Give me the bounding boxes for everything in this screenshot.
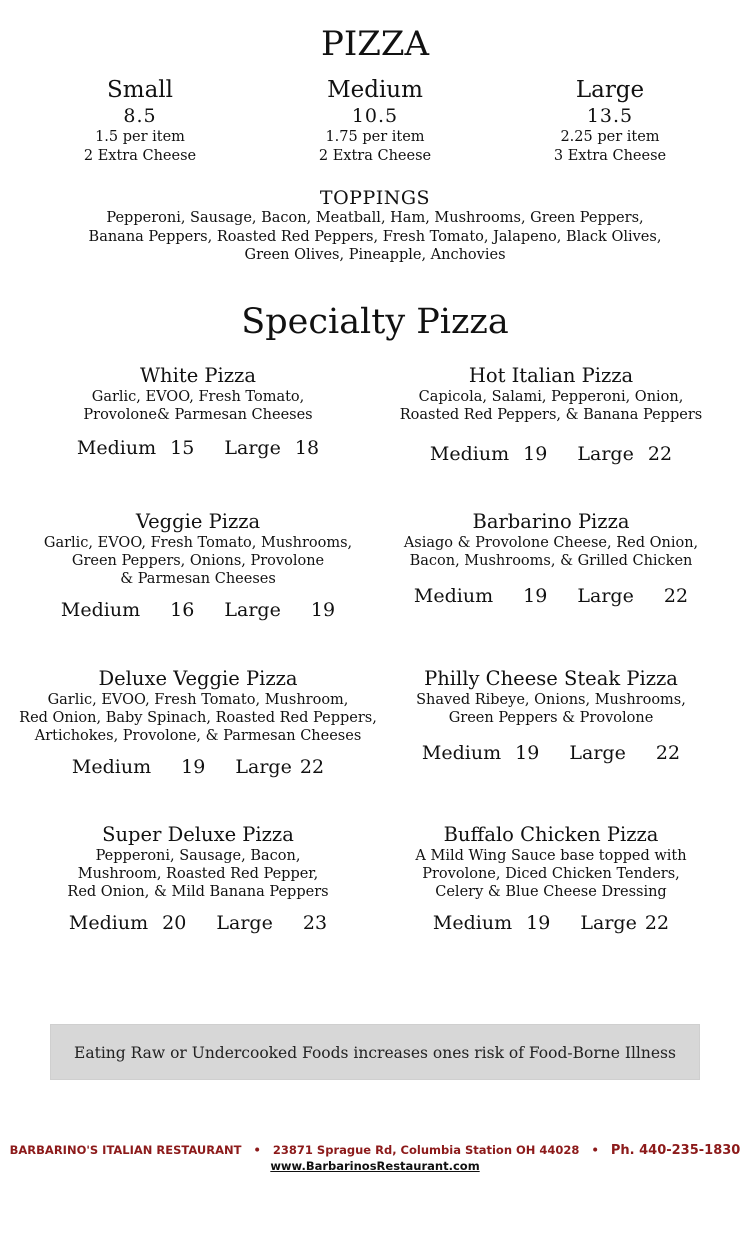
- size-per-item: 2.25 per item: [560, 129, 660, 145]
- footer-contact: [0, 1143, 750, 1158]
- pizza-prices: [366, 741, 736, 765]
- medium-label: Medium: [68, 912, 149, 934]
- large-label: Large: [216, 912, 273, 934]
- pizza-desc-line: & Parmesan Cheeses: [120, 571, 276, 587]
- medium-price: 19: [523, 443, 548, 465]
- medium-label: Medium: [421, 742, 502, 764]
- pizza-philly-cheese-steak: [366, 667, 736, 765]
- medium-label: Medium: [76, 437, 157, 459]
- pizza-buffalo-chicken: [366, 823, 736, 935]
- size-name: Large: [575, 77, 645, 103]
- large-label: Large: [224, 599, 281, 621]
- pizza-desc-line: Garlic, EVOO, Fresh Tomato,: [91, 389, 305, 405]
- size-medium: [275, 76, 475, 166]
- large-label: Large: [235, 756, 292, 778]
- pizza-desc-line: Shaved Ribeye, Onions, Mushrooms,: [416, 692, 686, 708]
- large-label: Large: [580, 912, 637, 934]
- pizza-prices: [13, 598, 383, 622]
- pizza-desc-line: Garlic, EVOO, Fresh Tomato, Mushroom,: [47, 692, 349, 708]
- large-label: Large: [577, 443, 634, 465]
- size-price: 8.5: [123, 105, 157, 127]
- separator: •: [591, 1143, 599, 1157]
- phone: Ph. 440-235-1830: [610, 1143, 741, 1158]
- medium-label: Medium: [413, 585, 494, 607]
- pizza-name: White Pizza: [140, 364, 256, 387]
- pizza-prices: [366, 584, 736, 608]
- pizza-desc-line: Celery & Blue Cheese Dressing: [435, 884, 667, 900]
- address: 23871 Sprague Rd, Columbia Station OH 44028: [272, 1143, 580, 1157]
- pizza-name: Buffalo Chicken Pizza: [443, 823, 659, 846]
- large-price: 19: [310, 599, 336, 621]
- size-extra-cheese: 2 Extra Cheese: [83, 148, 197, 164]
- pizza-desc-line: Red Onion, Baby Spinach, Roasted Red Peppers,: [19, 710, 377, 726]
- size-price: 10.5: [351, 105, 399, 127]
- pizza-prices: [13, 911, 383, 935]
- pizza-name: Deluxe Veggie Pizza: [98, 667, 298, 690]
- pizza-prices: [366, 911, 736, 935]
- pizza-desc-line: Mushroom, Roasted Red Pepper,: [77, 866, 319, 882]
- large-label: Large: [224, 437, 281, 459]
- pizza-white: [13, 364, 383, 460]
- pizza-name: Barbarino Pizza: [472, 510, 630, 533]
- page-title: PIZZA: [320, 24, 430, 64]
- pizza-deluxe-veggie: [13, 667, 383, 779]
- medium-label: Medium: [432, 912, 513, 934]
- toppings-line: Pepperoni, Sausage, Bacon, Meatball, Ham, Mushrooms, Green Peppers,: [106, 210, 644, 226]
- large-price: 22: [655, 742, 681, 764]
- pizza-name: Super Deluxe Pizza: [102, 823, 294, 846]
- pizza-desc-line: Garlic, EVOO, Fresh Tomato, Mushrooms,: [43, 535, 353, 551]
- size-per-item: 1.5 per item: [95, 129, 185, 145]
- pizza-desc-line: Asiago & Provolone Cheese, Red Onion,: [403, 535, 699, 551]
- large-price: 18: [294, 437, 320, 459]
- pizza-veggie: [13, 510, 383, 622]
- size-price: 13.5: [586, 105, 634, 127]
- pizza-desc-line: Bacon, Mushrooms, & Grilled Chicken: [409, 553, 693, 569]
- size-extra-cheese: 3 Extra Cheese: [553, 148, 667, 164]
- pizza-desc-line: Provolone& Parmesan Cheeses: [83, 407, 313, 423]
- toppings-line: Banana Peppers, Roasted Red Peppers, Fresh Tomato, Jalapeno, Black Olives,: [88, 228, 662, 245]
- large-price: 23: [302, 912, 328, 934]
- medium-price: 19: [526, 912, 551, 934]
- medium-label: Medium: [71, 756, 152, 778]
- pizza-desc-line: Capicola, Salami, Pepperoni, Onion,: [418, 389, 684, 405]
- pizza-prices: [13, 436, 383, 460]
- large-price: 22: [644, 912, 670, 934]
- pizza-desc-line: Artichokes, Provolone, & Parmesan Cheeses: [34, 728, 362, 744]
- pizza-name: Veggie Pizza: [135, 510, 261, 533]
- medium-price: 16: [170, 599, 195, 621]
- pizza-super-deluxe: [13, 823, 383, 935]
- pizza-desc-line: Pepperoni, Sausage, Bacon,: [95, 848, 301, 864]
- website-link[interactable]: www.BarbarinosRestaurant.com: [270, 1159, 480, 1173]
- pizza-desc-line: Green Peppers, Onions, Provolone: [71, 553, 325, 569]
- large-label: Large: [569, 742, 626, 764]
- size-small: [40, 76, 240, 166]
- pizza-hot-italian: [366, 364, 736, 466]
- large-price: 22: [299, 756, 325, 778]
- toppings-line: Green Olives, Pineapple, Anchovies: [244, 247, 506, 263]
- pizza-desc-line: A Mild Wing Sauce base topped with: [415, 848, 687, 864]
- medium-price: 19: [515, 742, 540, 764]
- pizza-desc-line: Green Peppers & Provolone: [448, 710, 654, 726]
- pizza-barbarino: [366, 510, 736, 608]
- medium-price: 15: [170, 437, 195, 459]
- pizza-name: Philly Cheese Steak Pizza: [424, 667, 678, 690]
- large-price: 22: [647, 443, 673, 465]
- medium-price: 20: [162, 912, 187, 934]
- size-large: [510, 76, 710, 166]
- toppings-list: [75, 209, 675, 265]
- medium-price: 19: [523, 585, 548, 607]
- medium-label: Medium: [60, 599, 141, 621]
- pizza-desc-line: Provolone, Diced Chicken Tenders,: [422, 866, 680, 882]
- separator: •: [253, 1143, 261, 1157]
- size-name: Small: [107, 77, 173, 103]
- pizza-desc-line: Roasted Red Peppers, & Banana Peppers: [399, 407, 703, 423]
- food-safety-notice: Eating Raw or Undercooked Foods increases ones risk of Food-Borne Illness: [50, 1024, 700, 1080]
- size-per-item: 1.75 per item: [325, 129, 425, 145]
- toppings-title: TOPPINGS: [319, 187, 431, 209]
- pizza-desc-line: Red Onion, & Mild Banana Peppers: [67, 884, 329, 900]
- specialty-title: Specialty Pizza: [241, 302, 509, 342]
- size-extra-cheese: 2 Extra Cheese: [318, 148, 432, 164]
- pizza-prices: [13, 755, 383, 779]
- size-name: Medium: [327, 77, 423, 103]
- medium-price: 19: [181, 756, 206, 778]
- pizza-prices: [366, 442, 736, 466]
- large-price: 22: [663, 585, 689, 607]
- restaurant-name: BARBARINO'S ITALIAN RESTAURANT: [9, 1143, 242, 1157]
- medium-label: Medium: [429, 443, 510, 465]
- pizza-name: Hot Italian Pizza: [468, 364, 634, 387]
- large-label: Large: [577, 585, 634, 607]
